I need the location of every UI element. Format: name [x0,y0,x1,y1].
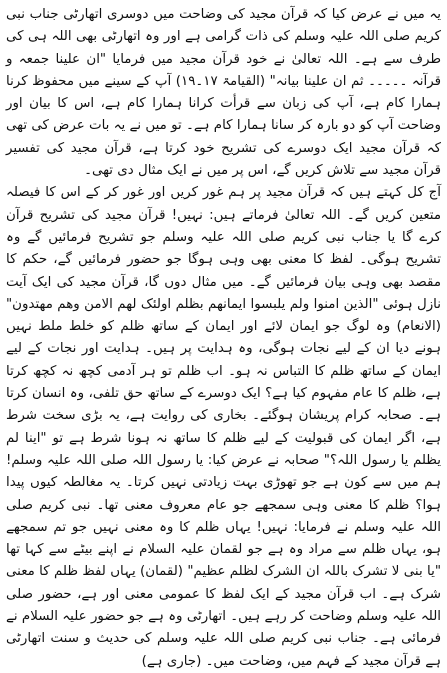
paragraph-2: آج کل کہتے ہیں کہ قرآن مجید پر ہم غور کریں اور غور کر کے اس کا فیصلہ متعین کریں گے۔ اللہ تعالیٰ فرماتے ہیں: نہیں! قرآن مجید کی تشریح قرآن کرے گا یا جناب نبی کریم صلی اللہ علیہ وسلم جو تشریح فرمائیں گے وہ تشریح ہوگی۔ لفظ کا معنی بھی وہی ہوگا جو حضور فرمائیں گے، حکم کا مقصد بھی وہی بیان فرمائیں گے۔ میں مثال دوں گا، قرآن مجید کی ایک آیت نازل ہوئی "الذین امنوا ولم یلبسوا ایمانھم بظلم اولئک لھم الامن وھم مھتدون" (الانعام) وہ لوگ جو ایمان لائے اور ایمان کے ساتھ ظلم کو خلط ملط نہیں ہونے دیا ان کے لیے نجات ہوگی، وہ ہدایت پر ہیں۔ ہدایت اور نجات کے لیے ایمان کے ساتھ ظلم کا التباس نہ ہو۔ اب ظلم تو ہر آدمی کچھ نہ کچھ کرتا ہے، ظلم کا عام مفہوم کیا ہے؟ ایک دوسرے کے ساتھ حق تلفی، وہ انسان کرتا ہے۔ صحابہ کرام پریشان ہوگئے۔ بخاری کی روایت ہے، یہ بڑی سخت شرط ہے، اگر ایمان کی قبولیت کے لیے ظلم کا ساتھ نہ ہونا شرط ہے تو "اینا لم یظلم یا رسول اللہ؟" صحابہ نے عرض کیا: یا رسول اللہ صلی اللہ علیہ وسلم! ہم میں سے کون ہے جو تھوڑی بہت زیادتی نہیں کرتا۔ یہ مغالطہ کیوں پیدا ہوا؟ ظلم کا معنی وہی سمجھے جو عام معروف معنی تھا۔ نبی کریم صلی اللہ علیہ وسلم نے فرمایا: نہیں! یہاں ظلم کا وہ معنی نہیں جو تم سمجھے ہو، یہاں ظلم سے مراد وہ ہے جو لقمان علیہ السلام نے اپنے بیٹے سے کہا تھا "یا بنی لا تشرک باللہ ان الشرک لظلم عظیم" (لقمان) یہاں لفظ ظلم کا معنی شرک ہے۔ اب قرآن مجید کے ایک لفظ کا عمومی معنی اور ہے، حضور صلی اللہ علیہ وسلم وضاحت کر رہے ہیں۔ اتھارٹی وہ ہے جو حضور علیہ السلام نے فرمائی ہے۔ جناب نبی کریم صلی اللہ علیہ وسلم کی حدیث و سنت اتھارٹی ہے قرآن مجید کے فہم میں، وضاحت میں۔ (جاری ہے) [6,185,441,669]
paragraph-1: یہ میں نے عرض کیا کہ قرآن مجید کی وضاحت میں دوسری اتھارٹی جناب نبی کریم صلی اللہ علیہ وسلم کی ذات گرامی ہے اور وہ اتھارٹی بھی اللہ ہی کی طرف سے ہے۔ اللہ تعالیٰ نے خود قرآن مجید میں فرمایا "ان علینا جمعہ و قرآنہ ۔۔۔۔۔ ثم ان علینا بیانہ" (القیامۃ ۱۷۔۱۹) آپ کے سینے میں محفوظ کرنا ہمارا کام ہے، آپ کی زبان سے قرأت کرانا ہمارا کام ہے، اس کا بیان اور وضاحت آپ کو دو بارہ کر سانا ہمارا کام ہے۔ تو میں نے یہ بات عرض کی تھی کہ قرآن مجید ایک دوسرے کی تشریح خود کرتا ہے، قرآن مجید کی تفسیر قرآن مجید سے تلاش کریں گے، اس پر میں نے ایک مثال دی تھی۔ [6,7,441,179]
